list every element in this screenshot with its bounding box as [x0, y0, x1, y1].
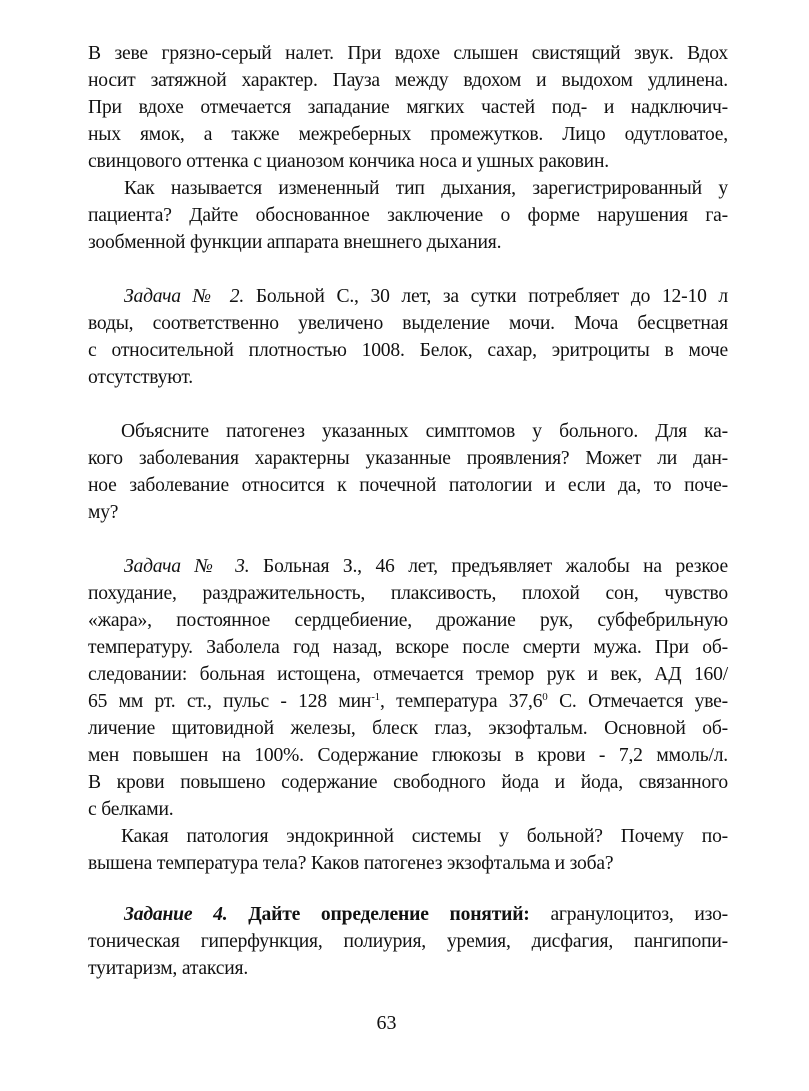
text-line: с белками. — [88, 799, 174, 820]
text-line: При вдохе отмечается западание мягких частей под- и надключич- — [88, 97, 728, 118]
task4-heading: Задание 4. — [124, 904, 228, 925]
task2-first-line: Больной С., 30 лет, за сутки потребляет до 12-10 л — [255, 286, 728, 307]
task2-heading: Задача № 2. — [124, 286, 245, 307]
task3-heading: Задача № 3. — [124, 556, 250, 577]
text-line: похудание, раздражительность, плаксивость, плохой сон, чувство — [88, 583, 728, 604]
text-line: В крови повышено содержание свободного йода и йода, связанного — [88, 772, 728, 793]
text-line — [88, 553, 728, 580]
text-line: «жара», постоянное сердцебиение, дрожание рук, субфебрильную — [88, 610, 728, 631]
text-fragment: С. Отмечается уве- — [547, 691, 728, 712]
text-line: Объясните патогенез указанных симптомов у больного. Для ка- — [121, 421, 728, 442]
text-line — [88, 688, 728, 715]
task2-paragraph — [88, 283, 728, 391]
task3-paragraph — [88, 553, 728, 877]
text-line: кого заболевания характерны указанные проявления? Может ли дан- — [88, 448, 728, 469]
text-line: Какая патология эндокринной системы у больной? Почему по- — [121, 826, 728, 847]
text-line: ных ямок, а также межреберных промежутков. Лицо одутловатое, — [88, 124, 728, 145]
text-line: ное заболевание относится к почечной патологии и если да, то поче- — [88, 475, 728, 496]
text-line: туитаризм, атаксия. — [88, 958, 249, 979]
case-description-paragraph — [88, 40, 728, 175]
text-line: отсутствуют. — [88, 367, 193, 388]
text-line: тоническая гиперфункция, полиурия, уремия, дисфагия, пангипопи- — [88, 931, 728, 952]
text-line: воды, соответственно увеличено выделение мочи. Моча бесцветная — [88, 313, 728, 334]
text-line — [88, 283, 728, 310]
task4-bold-instruction: Дайте определение понятий: — [248, 904, 530, 925]
task3-first-line: Больная З., 46 лет, предъявляет жалобы на резкое — [263, 556, 728, 577]
task4-paragraph — [88, 901, 728, 982]
text-line: свинцового оттенка с цианозом кончика носа и ушных раковин. — [88, 151, 609, 172]
text-line: носит затяжной характер. Пауза между вдохом и выдохом удлинена. — [88, 70, 728, 91]
task2-question-paragraph — [88, 418, 728, 526]
degree-superscript: 0 — [542, 691, 548, 703]
text-line: В зеве грязно-серый налет. При вдохе слышен свистящий звук. Вдох — [88, 43, 728, 64]
document-page — [88, 40, 728, 982]
text-line: с относительной плотностью 1008. Белок, сахар, эритроциты в моче — [88, 340, 728, 361]
text-line: Как называется измененный тип дыхания, зарегистрированный у — [124, 178, 728, 199]
superscript: -1 — [371, 691, 380, 703]
text-fragment: 65 мм рт. ст., пульс - 128 мин — [88, 691, 372, 712]
text-line: му? — [88, 502, 119, 523]
text-line: пациента? Дайте обоснованное заключение о форме нарушения га- — [88, 205, 728, 226]
task1-question-paragraph — [88, 175, 728, 256]
text-line: температуру. Заболела год назад, вскоре после смерти мужа. При об- — [88, 637, 728, 658]
task4-first-line: агранулоцитоз, изо- — [550, 904, 728, 925]
page-number: 63 — [376, 1012, 397, 1034]
text-line: мен повышен на 100%. Содержание глюкозы в крови - 7,2 ммоль/л. — [88, 745, 728, 766]
text-fragment: , температура 37,6 — [379, 691, 543, 712]
text-line: вышена температура тела? Каков патогенез экзофтальма и зоба? — [88, 853, 614, 874]
text-line: личение щитовидной железы, блеск глаз, экзофтальм. Основной об- — [88, 718, 728, 739]
text-line: следовании: больная истощена, отмечается тремор рук и век, АД 160/ — [88, 664, 728, 685]
text-line: зообменной функции аппарата внешнего дыхания. — [88, 232, 502, 253]
text-line — [88, 901, 728, 928]
